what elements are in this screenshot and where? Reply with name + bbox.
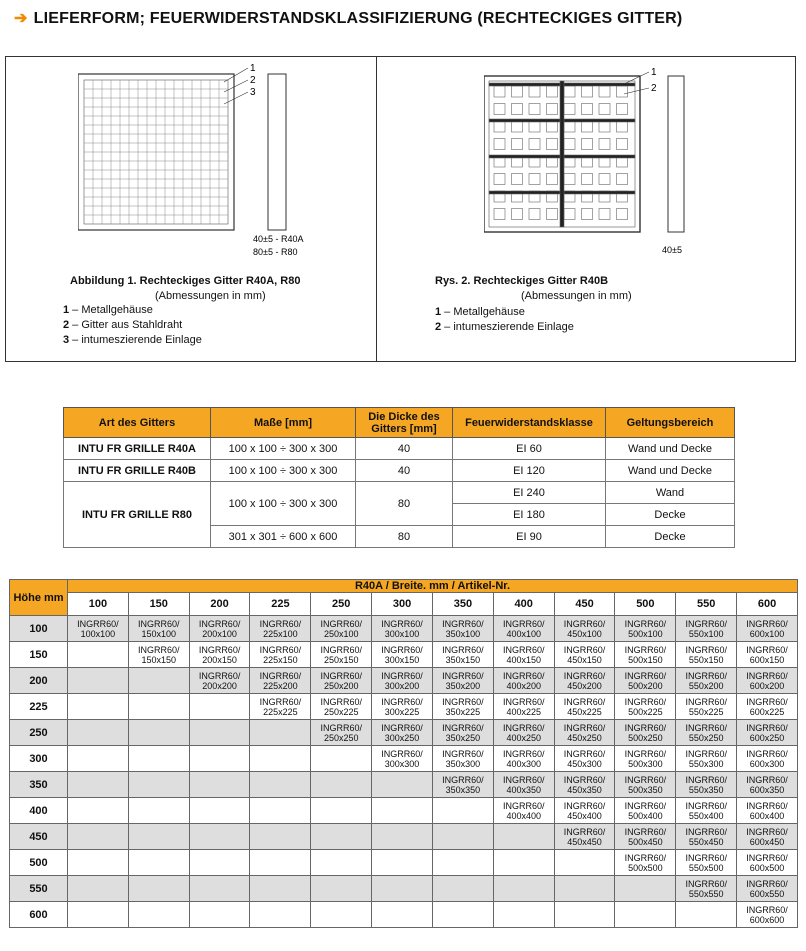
empty-cell — [432, 876, 493, 902]
arrow-right-icon: ➔ — [14, 10, 28, 27]
empty-cell — [189, 876, 250, 902]
article-code: INGRR60/ 225x225 — [250, 694, 311, 720]
table-row — [10, 746, 798, 772]
empty-cell — [493, 902, 554, 928]
dim-r40b: 40±5 — [662, 245, 682, 255]
height-label: 225 — [10, 694, 68, 720]
empty-cell — [432, 850, 493, 876]
height-label: 600 — [10, 902, 68, 928]
article-code: INGRR60/ 400x300 — [493, 746, 554, 772]
empty-cell — [68, 746, 129, 772]
empty-cell — [372, 798, 433, 824]
article-code: INGRR60/ 550x100 — [676, 616, 737, 642]
article-code: INGRR60/ 550x350 — [676, 772, 737, 798]
article-code: INGRR60/ 550x550 — [676, 876, 737, 902]
empty-cell — [128, 850, 189, 876]
empty-cell — [250, 746, 311, 772]
table-row: INTU FR GRILLE R40A 100 x 100 ÷ 300 x 300 40 EI 60 Wand und Decke — [64, 438, 735, 460]
article-code: INGRR60/ 600x200 — [737, 668, 798, 694]
empty-cell — [493, 850, 554, 876]
article-code: INGRR60/ 600x225 — [737, 694, 798, 720]
figure2-caption-block — [435, 274, 705, 304]
empty-cell — [372, 824, 433, 850]
empty-cell — [372, 876, 433, 902]
article-code: INGRR60/ 350x150 — [432, 642, 493, 668]
figure2-caption: Rys. 2. Rechteckiges Gitter R40B — [435, 275, 609, 287]
empty-cell — [189, 772, 250, 798]
title-text: LIEFERFORM; FEUERWIDERSTANDSKLASSIFIZIERUNG (RECHTECKIGES GITTER) — [33, 10, 683, 27]
empty-cell — [493, 876, 554, 902]
table-row: INTU FR GRILLE R80 100 x 100 ÷ 300 x 300 80 EI 240 Wand — [64, 482, 735, 504]
width-header: 450 — [554, 593, 615, 616]
figure1-legend — [63, 303, 202, 348]
height-label: 300 — [10, 746, 68, 772]
table-row — [10, 720, 798, 746]
empty-cell — [432, 798, 493, 824]
empty-cell — [250, 876, 311, 902]
legend-item: 1 – Metallgehäuse — [63, 304, 153, 316]
height-label: 550 — [10, 876, 68, 902]
empty-cell — [189, 902, 250, 928]
article-code: INGRR60/ 500x150 — [615, 642, 676, 668]
article-code: INGRR60/ 600x400 — [737, 798, 798, 824]
article-code: INGRR60/ 450x100 — [554, 616, 615, 642]
empty-cell — [372, 902, 433, 928]
empty-cell — [128, 720, 189, 746]
article-code: INGRR60/ 300x150 — [372, 642, 433, 668]
article-code: INGRR60/ 500x250 — [615, 720, 676, 746]
callout-1: 1 — [250, 63, 256, 74]
empty-cell — [189, 824, 250, 850]
empty-cell — [676, 902, 737, 928]
article-code: INGRR60/ 225x150 — [250, 642, 311, 668]
width-header: 600 — [737, 593, 798, 616]
article-number-table — [9, 579, 798, 928]
article-code: INGRR60/ 450x250 — [554, 720, 615, 746]
grille-r40b-drawing — [484, 62, 704, 262]
table-row — [10, 876, 798, 902]
width-header: 350 — [432, 593, 493, 616]
article-code: INGRR60/ 550x450 — [676, 824, 737, 850]
callout-2: 2 — [250, 75, 256, 86]
article-code: INGRR60/ 300x200 — [372, 668, 433, 694]
article-code: INGRR60/ 600x550 — [737, 876, 798, 902]
empty-cell — [128, 824, 189, 850]
dim-r40a: 40±5 - R40A — [253, 234, 304, 244]
article-code: INGRR60/ 400x250 — [493, 720, 554, 746]
table-row — [10, 642, 798, 668]
table-row — [10, 772, 798, 798]
article-code: INGRR60/ 500x225 — [615, 694, 676, 720]
empty-cell — [189, 798, 250, 824]
empty-cell — [554, 876, 615, 902]
width-header: 200 — [189, 593, 250, 616]
article-code: INGRR60/ 400x225 — [493, 694, 554, 720]
article-code: INGRR60/ 600x300 — [737, 746, 798, 772]
callout-2: 2 — [651, 83, 657, 94]
article-code: INGRR60/ 450x350 — [554, 772, 615, 798]
article-code: INGRR60/ 350x100 — [432, 616, 493, 642]
empty-cell — [68, 798, 129, 824]
article-code: INGRR60/ 500x400 — [615, 798, 676, 824]
empty-cell — [311, 772, 372, 798]
height-label: 400 — [10, 798, 68, 824]
fire-class-table — [63, 407, 735, 548]
empty-cell — [493, 824, 554, 850]
empty-cell — [68, 876, 129, 902]
article-code: INGRR60/ 600x250 — [737, 720, 798, 746]
legend-item: 3 – intumeszierende Einlage — [63, 334, 202, 346]
empty-cell — [128, 668, 189, 694]
article-code: INGRR60/ 500x100 — [615, 616, 676, 642]
article-code: INGRR60/ 550x300 — [676, 746, 737, 772]
article-code: INGRR60/ 500x350 — [615, 772, 676, 798]
empty-cell — [372, 772, 433, 798]
legend-item: 2 – Gitter aus Stahldraht — [63, 319, 183, 331]
article-code: INGRR60/ 250x200 — [311, 668, 372, 694]
article-code: INGRR60/ 225x200 — [250, 668, 311, 694]
table-row — [10, 902, 798, 928]
article-code: INGRR60/ 600x350 — [737, 772, 798, 798]
dim-r80: 80±5 - R80 — [253, 247, 298, 257]
figure2-legend — [435, 305, 574, 335]
table-row — [10, 850, 798, 876]
article-code: INGRR60/ 150x100 — [128, 616, 189, 642]
article-code: INGRR60/ 450x150 — [554, 642, 615, 668]
article-code: INGRR60/ 450x300 — [554, 746, 615, 772]
article-code: INGRR60/ 450x450 — [554, 824, 615, 850]
article-code: INGRR60/ 300x250 — [372, 720, 433, 746]
empty-cell — [250, 720, 311, 746]
table-row: INTU FR GRILLE R40B 100 x 100 ÷ 300 x 300 40 EI 120 Wand und Decke — [64, 460, 735, 482]
empty-cell — [189, 850, 250, 876]
empty-cell — [189, 746, 250, 772]
empty-cell — [68, 772, 129, 798]
article-code: INGRR60/ 250x250 — [311, 720, 372, 746]
height-label: 200 — [10, 668, 68, 694]
empty-cell — [311, 798, 372, 824]
article-code: INGRR60/ 150x150 — [128, 642, 189, 668]
width-header: 225 — [250, 593, 311, 616]
article-code: INGRR60/ 550x250 — [676, 720, 737, 746]
article-code: INGRR60/ 100x100 — [68, 616, 129, 642]
empty-cell — [432, 824, 493, 850]
article-code: INGRR60/ 400x200 — [493, 668, 554, 694]
article-code: INGRR60/ 550x200 — [676, 668, 737, 694]
empty-cell — [189, 720, 250, 746]
width-header: 400 — [493, 593, 554, 616]
empty-cell — [68, 694, 129, 720]
empty-cell — [311, 746, 372, 772]
article-code: INGRR60/ 400x150 — [493, 642, 554, 668]
article-code: INGRR60/ 400x100 — [493, 616, 554, 642]
table-row — [10, 798, 798, 824]
empty-cell — [311, 902, 372, 928]
table-row — [10, 668, 798, 694]
article-code: INGRR60/ 600x150 — [737, 642, 798, 668]
article-code: INGRR60/ 300x300 — [372, 746, 433, 772]
width-header: 250 — [311, 593, 372, 616]
width-header: 150 — [128, 593, 189, 616]
article-code: INGRR60/ 250x150 — [311, 642, 372, 668]
table-row — [10, 694, 798, 720]
table-row: 301 x 301 ÷ 600 x 600 80 EI 90 Decke — [64, 526, 735, 548]
empty-cell — [189, 694, 250, 720]
article-code: INGRR60/ 200x100 — [189, 616, 250, 642]
article-code: INGRR60/ 550x225 — [676, 694, 737, 720]
table-row — [10, 824, 798, 850]
empty-cell — [128, 902, 189, 928]
col-header: Die Dicke des Gitters [mm] — [356, 408, 453, 438]
empty-cell — [68, 720, 129, 746]
article-code: INGRR60/ 600x600 — [737, 902, 798, 928]
row-header: Höhe mm — [10, 580, 68, 616]
article-code: INGRR60/ 600x450 — [737, 824, 798, 850]
empty-cell — [68, 902, 129, 928]
width-header: 300 — [372, 593, 433, 616]
article-code: INGRR60/ 350x200 — [432, 668, 493, 694]
empty-cell — [432, 902, 493, 928]
height-label: 150 — [10, 642, 68, 668]
figure-divider — [376, 56, 377, 361]
figure1-caption: Abbildung 1. Rechteckiges Gitter R40A, R80 — [70, 275, 301, 287]
height-label: 100 — [10, 616, 68, 642]
article-code: INGRR60/ 350x350 — [432, 772, 493, 798]
article-code: INGRR60/ 500x200 — [615, 668, 676, 694]
article-code: INGRR60/ 225x100 — [250, 616, 311, 642]
grille-r40a-drawing — [78, 62, 318, 262]
empty-cell — [128, 876, 189, 902]
empty-cell — [68, 642, 129, 668]
empty-cell — [311, 824, 372, 850]
col-group-header: R40A / Breite. mm / Artikel-Nr. — [68, 580, 798, 593]
empty-cell — [250, 824, 311, 850]
article-code: INGRR60/ 450x225 — [554, 694, 615, 720]
callout-1: 1 — [651, 67, 657, 78]
empty-cell — [250, 798, 311, 824]
article-code: INGRR60/ 550x500 — [676, 850, 737, 876]
table-row: EI 180 Decke — [64, 504, 735, 526]
width-header: 550 — [676, 593, 737, 616]
figure1-subcaption: (Abmessungen in mm) — [155, 290, 266, 302]
col-header: Geltungsbereich — [606, 408, 735, 438]
callout-3: 3 — [250, 87, 256, 98]
empty-cell — [128, 694, 189, 720]
article-code: INGRR60/ 350x225 — [432, 694, 493, 720]
col-header: Art des Gitters — [64, 408, 211, 438]
article-code: INGRR60/ 200x150 — [189, 642, 250, 668]
empty-cell — [68, 668, 129, 694]
empty-cell — [128, 746, 189, 772]
article-code: INGRR60/ 500x300 — [615, 746, 676, 772]
width-header: 500 — [615, 593, 676, 616]
empty-cell — [615, 902, 676, 928]
empty-cell — [311, 876, 372, 902]
empty-cell — [372, 850, 433, 876]
empty-cell — [250, 772, 311, 798]
legend-item: 1 – Metallgehäuse — [435, 306, 525, 318]
article-code: INGRR60/ 500x450 — [615, 824, 676, 850]
empty-cell — [615, 876, 676, 902]
article-code: INGRR60/ 550x150 — [676, 642, 737, 668]
page-title — [14, 8, 682, 28]
article-code: INGRR60/ 600x100 — [737, 616, 798, 642]
col-header: Feuerwiderstandsklasse — [453, 408, 606, 438]
legend-item: 2 – intumeszierende Einlage — [435, 321, 574, 333]
article-code: INGRR60/ 350x250 — [432, 720, 493, 746]
article-code: INGRR60/ 350x300 — [432, 746, 493, 772]
empty-cell — [128, 772, 189, 798]
col-header: Maße [mm] — [211, 408, 356, 438]
height-label: 450 — [10, 824, 68, 850]
empty-cell — [128, 798, 189, 824]
article-code: INGRR60/ 400x350 — [493, 772, 554, 798]
empty-cell — [554, 902, 615, 928]
article-code: INGRR60/ 400x400 — [493, 798, 554, 824]
article-code: INGRR60/ 250x100 — [311, 616, 372, 642]
article-code: INGRR60/ 300x100 — [372, 616, 433, 642]
table-row — [10, 616, 798, 642]
article-code: INGRR60/ 300x225 — [372, 694, 433, 720]
empty-cell — [250, 902, 311, 928]
height-label: 250 — [10, 720, 68, 746]
article-code: INGRR60/ 550x400 — [676, 798, 737, 824]
figure1-caption-block — [70, 274, 340, 304]
article-code: INGRR60/ 450x400 — [554, 798, 615, 824]
article-code: INGRR60/ 600x500 — [737, 850, 798, 876]
article-code: INGRR60/ 500x500 — [615, 850, 676, 876]
height-label: 500 — [10, 850, 68, 876]
empty-cell — [554, 850, 615, 876]
empty-cell — [311, 850, 372, 876]
article-code: INGRR60/ 450x200 — [554, 668, 615, 694]
empty-cell — [68, 850, 129, 876]
height-label: 350 — [10, 772, 68, 798]
article-code: INGRR60/ 200x200 — [189, 668, 250, 694]
figure2-subcaption: (Abmessungen in mm) — [521, 290, 632, 302]
empty-cell — [68, 824, 129, 850]
article-code: INGRR60/ 250x225 — [311, 694, 372, 720]
empty-cell — [250, 850, 311, 876]
width-header: 100 — [68, 593, 129, 616]
